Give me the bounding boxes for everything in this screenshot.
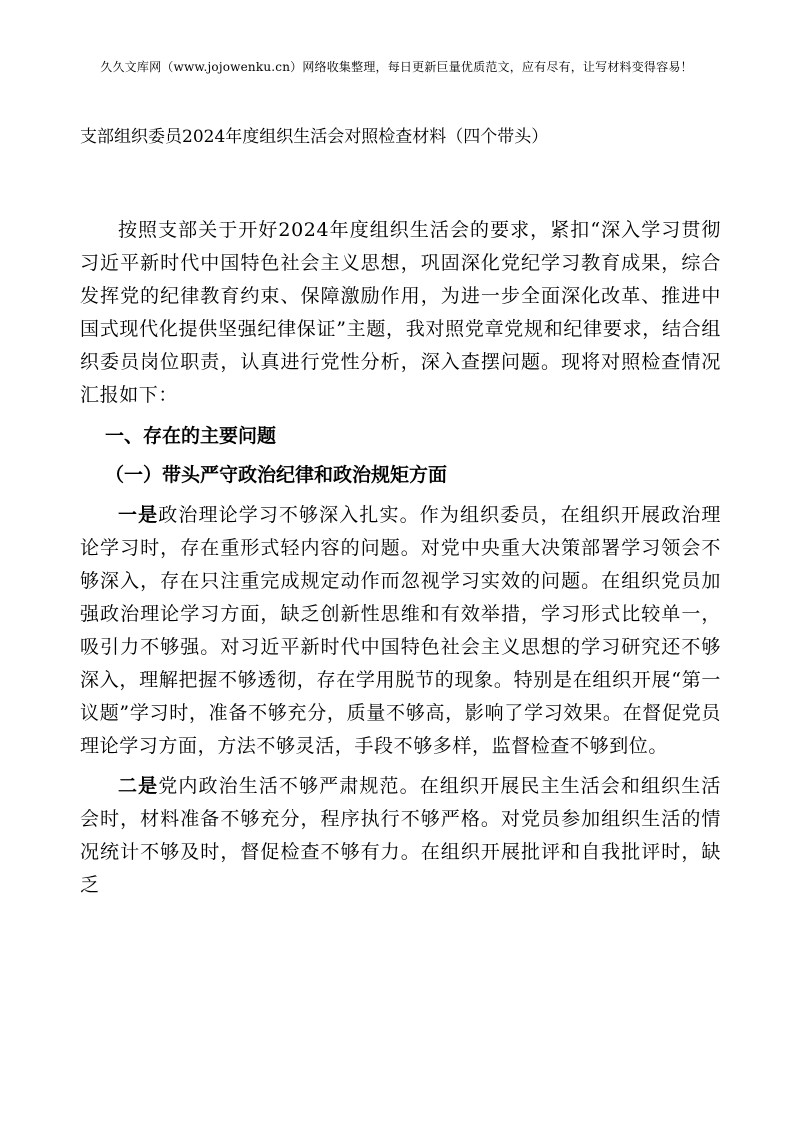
document-body <box>80 214 721 902</box>
point-one-paragraph <box>80 499 721 763</box>
document-title: 支部组织委员2024年度组织生活会对照检查材料（四个带头） <box>80 127 549 147</box>
point-two-paragraph <box>80 770 721 902</box>
point-two-lead: 二是 <box>118 775 159 797</box>
point-two-text: 党内政治生活不够严肃规范。在组织开展民主生活会和组织生活会时，材料准备不够充分，程序执行不够严格。对党员参加组织生活的情况统计不够及时，督促检查不够有力。在组织开展批评和自我批评时，缺乏 <box>80 775 721 896</box>
point-one-text: 政治理论学习不够深入扎实。作为组织委员，在组织开展政治理论学习时，存在重形式轻内容的问题。对党中央重大决策部署学习领会不够深入，存在只注重完成规定动作而忽视学习实效的问题。在组织党员加强政治理论学习方面，缺乏创新性思维和有效举措，学习形式比较单一，吸引力不够强。对习近平新时代中国特色社会主义思想的学习研究还不够深入，理解把握不够透彻，存在学用脱节的现象。特别是在组织开展“第一议题”学习时，准备不够充分，质量不够高，影响了学习效果。在督促党员理论学习方面，方法不够灵活，手段不够多样，监督检查不够到位。 <box>80 504 721 757</box>
point-one-lead: 一是 <box>118 504 159 526</box>
page-header-banner: 久久文库网（www.jojowenku.cn）网络收集整理，每日更新巨量优质范文，应有尽有，让写材料变得容易！ <box>100 60 693 74</box>
subsection-heading-political-discipline: （一）带头严守政治纪律和政治规矩方面 <box>105 464 448 486</box>
intro-paragraph: 按照支部关于开好2024年度组织生活会的要求，紧扣“深入学习贯彻习近平新时代中国特色社会主义思想，巩固深化党纪学习教育成果，综合发挥党的纪律教育约束、保障激励作用，为进一步全面深化改革、推进中国式现代化提供坚强纪律保证”主题，我对照党章党规和纪律要求，结合组织委员岗位职责，认真进行党性分析，深入查摆问题。现将对照检查情况汇报如下： <box>80 219 721 406</box>
section-heading-main-problems: 一、存在的主要问题 <box>105 425 277 447</box>
